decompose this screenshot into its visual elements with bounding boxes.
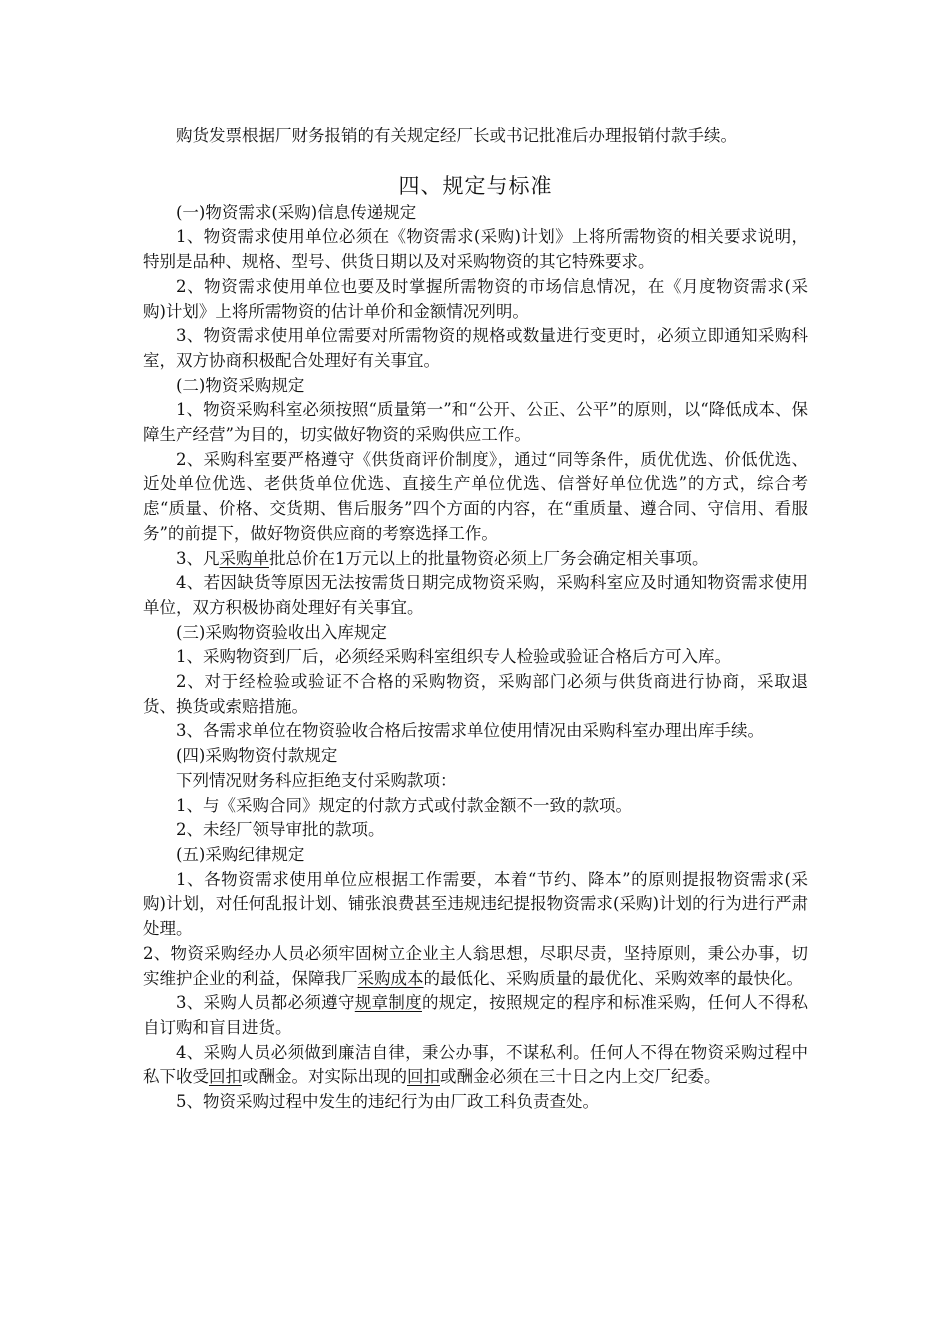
section-title: 四、规定与标准	[398, 173, 553, 198]
paragraph-3-3: 3、各需求单位在物资验收合格后按需求单位使用情况由采购科室办理出库手续。	[176, 721, 764, 741]
subsection-heading-4: (四)采购物资付款规定	[176, 746, 338, 766]
text-span: 3、采购人员都必须遵守	[176, 993, 355, 1013]
text-span: 批总价在1万元以上的批量物资必须上厂务会确定相关事项。	[269, 548, 709, 568]
subsection-heading-3: (三)采购物资验收出入库规定	[176, 622, 387, 642]
subsection-heading-2: (二)物资采购规定	[176, 375, 305, 395]
paragraph-3-2: 2、对于经检验或验证不合格的采购物资，采购部门必须与供货商进行协商，采取退货、换货或索赔措施。	[143, 672, 808, 716]
link-rules-regulations[interactable]: 规章制度	[354, 993, 422, 1013]
text-span: 的规定，按照规定的程序和标准采购，任何人不得私自订购和盲目进货。	[143, 993, 809, 1037]
paragraph-5-4	[143, 1041, 808, 1090]
paragraph-4-1: 1、与《采购合同》规定的付款方式或付款金额不一致的款项。	[176, 795, 632, 815]
paragraph-4-lead: 下列情况财务科应拒绝支付采购款项：	[176, 770, 457, 790]
paragraph-5-3	[143, 991, 808, 1040]
paragraph-2-3	[143, 547, 808, 572]
paragraph-1-3: 3、物资需求使用单位需要对所需物资的规格或数量进行变更时，必须立即通知采购科室，双方协商积极配合处理好有关事宜。	[143, 326, 808, 370]
text-span: 或酬金。对实际出现的	[242, 1067, 407, 1087]
text-span: 或酬金必须在三十日之内上交厂纪委。	[440, 1067, 721, 1087]
paragraph-5-2	[143, 942, 808, 991]
paragraph-4-2: 2、未经厂领导审批的款项。	[176, 820, 385, 840]
text-span: 4、采购人员必须做到廉洁自律，秉公办事，不谋私利。任何人不得在物资采购过程中私下收受	[143, 1042, 808, 1087]
subsection-heading-1: (一)物资需求(采购)信息传递规定	[176, 202, 417, 222]
paragraph-5-5: 5、物资采购过程中发生的违纪行为由厂政工科负责查处。	[176, 1092, 599, 1112]
paragraph-1-1: 1、物资需求使用单位必须在《物资需求(采购)计划》上将所需物资的相关要求说明，特别是品种、规格、型号、供货日期以及对采购物资的其它特殊要求。	[143, 227, 808, 272]
paragraph-2-1: 1、物资采购科室必须按照“质量第一”和“公开、公正、公平”的原则，以“降低成本、保障生产经营”为目的，切实做好物资的采购供应工作。	[143, 400, 808, 445]
paragraph-5-1: 1、各物资需求使用单位应根据工作需要，本着“节约、降本”的原则提报物资需求(采购)计划，对任何乱报计划、铺张浪费甚至违规违纪提报物资需求(采购)计划的行为进行严肃处理。	[143, 869, 808, 939]
text-span: 3、凡	[176, 548, 220, 568]
link-kickback-2[interactable]: 回扣	[407, 1067, 440, 1087]
paragraph-1-2: 2、物资需求使用单位也要及时掌握所需物资的市场信息情况，在《月度物资需求(采购)计划》上将所需物资的估计单价和金额情况列明。	[143, 276, 808, 321]
paragraph-2-4: 4、若因缺货等原因无法按需货日期完成物资采购，采购科室应及时通知物资需求使用单位，双方积极协商处理好有关事宜。	[143, 573, 808, 617]
subsection-heading-5: (五)采购纪律规定	[176, 844, 305, 864]
link-purchase-cost[interactable]: 采购成本	[357, 968, 424, 988]
paragraph-2-2: 2、采购科室要严格遵守《供货商评价制度》，通过“同等条件，质优优选、价低优选、近处单位优选、老供货单位优选、直接生产单位优选、信誉好单位优选”的方式，综合考虑“质量、价格、交货期、售后服务”四个方面的内容，在“重质量、遵合同、守信用、看服务”的前提下，做好物资供应商的考察选择工作。	[143, 449, 808, 543]
paragraph-3-1: 1、采购物资到厂后，必须经采购科室组织专人检验或验证合格后方可入库。	[176, 647, 731, 667]
text-span: 的最低化、采购质量的最优化、采购效率的最快化。	[423, 968, 803, 988]
text-span: 2、物资采购经办人员必须牢固树立企业主人翁思想，尽职尽责，坚持原则，秉公办事，切实维护企业的利益，保障我厂	[143, 943, 808, 988]
link-kickback-1[interactable]: 回扣	[209, 1067, 242, 1087]
link-purchase-order[interactable]: 采购单	[219, 548, 269, 568]
document-body	[143, 124, 808, 1115]
intro-paragraph: 购货发票根据厂财务报销的有关规定经厂长或书记批准后办理报销付款手续。	[176, 126, 737, 145]
